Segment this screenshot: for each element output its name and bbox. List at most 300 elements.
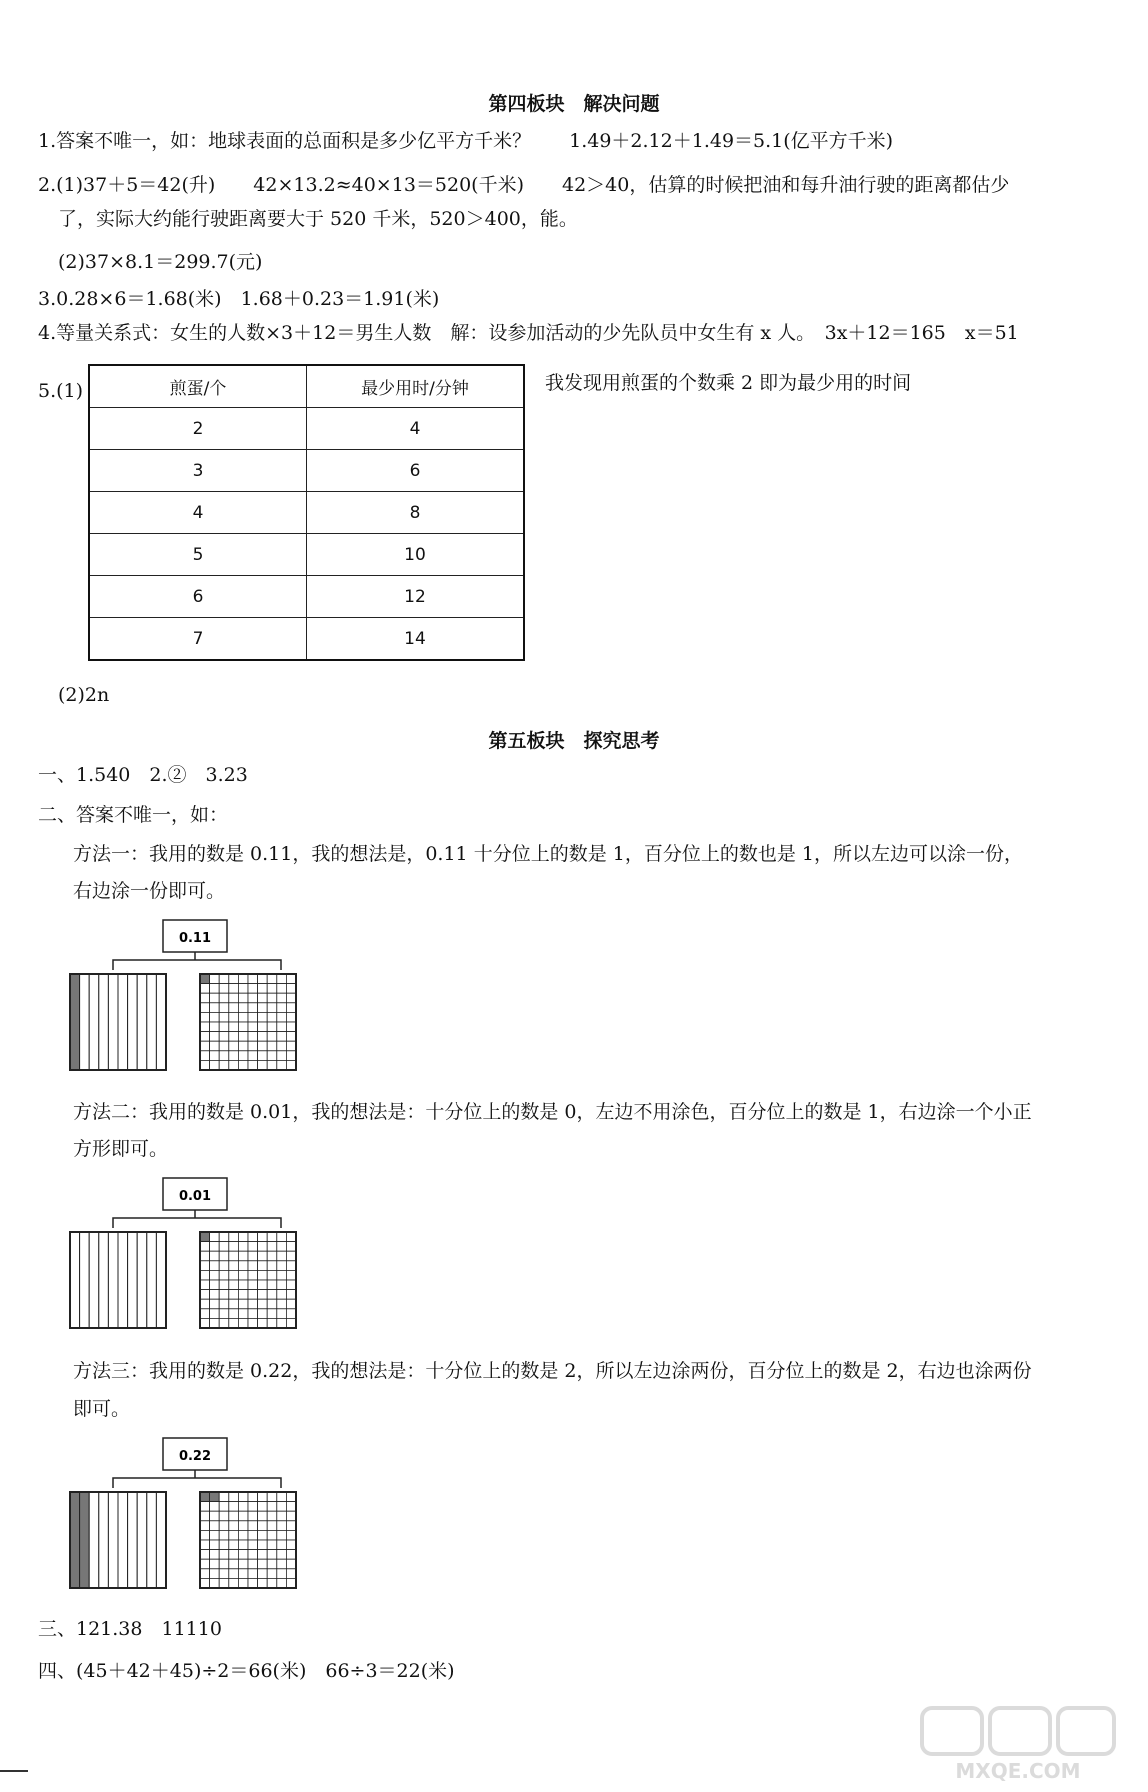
hundredth-square <box>200 1559 210 1569</box>
hundredth-square <box>277 1569 287 1579</box>
hundredth-square <box>229 1242 239 1252</box>
hundredth-square <box>267 1261 277 1271</box>
hundredth-square <box>200 1280 210 1290</box>
hundredth-square <box>258 1242 268 1252</box>
hundredth-square <box>229 1003 239 1013</box>
diagram-bracket <box>113 1210 281 1228</box>
hundredth-square <box>219 1060 229 1070</box>
hundredth-square <box>210 1051 220 1061</box>
hundredth-square <box>238 1511 248 1521</box>
tenth-strip <box>89 1232 99 1328</box>
hundredth-square <box>200 1032 210 1042</box>
hundredth-square <box>277 1309 287 1319</box>
hundredth-square <box>219 1290 229 1300</box>
hundredth-square <box>238 1530 248 1540</box>
hundredth-square <box>267 1492 277 1502</box>
hundredth-square <box>238 974 248 984</box>
hundredth-square <box>229 1492 239 1502</box>
hundredth-square <box>248 1003 258 1013</box>
hundredth-square <box>210 1559 220 1569</box>
hundredth-square <box>286 1041 296 1051</box>
hundredth-square <box>258 1060 268 1070</box>
hundredth-square <box>219 1511 229 1521</box>
hundredth-square <box>219 1550 229 1560</box>
hundredth-square <box>277 1511 287 1521</box>
tenth-strip <box>80 1492 90 1588</box>
table-cell: 7 <box>89 618 307 661</box>
hundredth-square <box>258 1051 268 1061</box>
hundredth-square <box>238 1051 248 1061</box>
hundredth-square <box>267 984 277 994</box>
hundredth-square <box>229 1032 239 1042</box>
hundredth-square <box>258 1578 268 1588</box>
hundredth-square <box>219 984 229 994</box>
hundredth-square <box>286 1261 296 1271</box>
hundredth-square <box>219 1280 229 1290</box>
hundredth-square <box>200 1290 210 1300</box>
hundredth-square <box>286 1051 296 1061</box>
diagram-label: 0.22 <box>178 1449 212 1464</box>
hundredth-square <box>210 1569 220 1579</box>
hundredth-square <box>277 1299 287 1309</box>
answer-q2-line2: 了，实际大约能行驶距离要大于 520 千米，520＞400，能。 <box>58 208 578 230</box>
hundredth-square <box>210 1032 220 1042</box>
method1-line2: 右边涂一份即可。 <box>73 880 226 902</box>
hundredth-square <box>238 1232 248 1242</box>
hundredth-square <box>238 1290 248 1300</box>
hundredth-square <box>229 1022 239 1032</box>
hundredth-square <box>277 1261 287 1271</box>
hundredth-square <box>238 1318 248 1328</box>
hundredth-square <box>277 1060 287 1070</box>
hundredth-square <box>229 1318 239 1328</box>
hundredth-square <box>277 1502 287 1512</box>
answer-q4: 4.等量关系式：女生的人数×3＋12＝男生人数 解：设参加活动的少先队员中女生有 x 人。 3x＋12＝165 x＝51 <box>38 322 1019 344</box>
diagram-label: 0.11 <box>178 931 212 946</box>
hundredth-square <box>229 1550 239 1560</box>
hundredth-square <box>200 1521 210 1531</box>
hundredth-square <box>258 1261 268 1271</box>
hundredth-square <box>200 1502 210 1512</box>
hundredth-square <box>238 1559 248 1569</box>
tenths-grid <box>70 974 166 1070</box>
tenth-strip <box>137 1232 147 1328</box>
answer-q5-label: 5.(1) <box>38 380 84 402</box>
tenth-strip <box>80 974 90 1070</box>
hundredth-square <box>210 1502 220 1512</box>
hundredth-square <box>210 1511 220 1521</box>
hundredth-square <box>238 993 248 1003</box>
hundredth-square <box>238 1540 248 1550</box>
hundredth-square <box>277 1032 287 1042</box>
hundredth-square <box>277 1251 287 1261</box>
hundredth-square <box>200 1261 210 1271</box>
hundredth-square <box>248 1270 258 1280</box>
hundredth-square <box>238 1261 248 1271</box>
hundredth-square <box>200 993 210 1003</box>
hundredth-square <box>229 1540 239 1550</box>
diagram-label: 0.01 <box>178 1189 212 1204</box>
hundredth-square <box>210 993 220 1003</box>
table-header-cell: 煎蛋/个 <box>89 365 307 408</box>
hundredth-square <box>229 974 239 984</box>
hundredth-square <box>286 1270 296 1280</box>
hundredth-square <box>248 1530 258 1540</box>
hundredth-square <box>238 984 248 994</box>
hundredth-square <box>248 1502 258 1512</box>
hundredth-square <box>229 1251 239 1261</box>
answer-q2-line1: 2.(1)37＋5＝42(升) 42×13.2≈40×13＝520(千米) 42＞40，估算的时候把油和每升油行驶的距离都估少 <box>38 174 1010 196</box>
hundredth-square <box>267 1022 277 1032</box>
hundredth-square <box>258 1559 268 1569</box>
hundredth-square <box>200 1550 210 1560</box>
hundredth-square <box>286 1251 296 1261</box>
table-cell: 6 <box>89 576 307 618</box>
hundredth-square <box>267 1041 277 1051</box>
eggs-table <box>88 364 525 661</box>
hundredth-square <box>277 984 287 994</box>
tenth-strip <box>128 1492 138 1588</box>
hundredth-square <box>200 1232 210 1242</box>
hundredth-square <box>277 1290 287 1300</box>
hundredth-square <box>219 1559 229 1569</box>
hundredth-square <box>286 1550 296 1560</box>
watermark-badge-icon <box>1058 1708 1114 1754</box>
hundredth-square <box>286 1012 296 1022</box>
hundredth-square <box>229 1060 239 1070</box>
footer-rule <box>0 1770 28 1772</box>
tenth-strip <box>128 974 138 1070</box>
hundredth-square <box>219 1261 229 1271</box>
hundredth-square <box>267 993 277 1003</box>
hundredth-square <box>277 1492 287 1502</box>
table-cell: 3 <box>89 450 307 492</box>
hundredth-square <box>200 1578 210 1588</box>
hundredth-square <box>219 1051 229 1061</box>
hundredth-square <box>286 1003 296 1013</box>
table-cell: 6 <box>307 450 525 492</box>
hundredth-square <box>229 1511 239 1521</box>
hundredth-square <box>210 984 220 994</box>
table-cell: 8 <box>307 492 525 534</box>
hundredth-square <box>267 1550 277 1560</box>
hundredth-square <box>219 1041 229 1051</box>
watermark-badge-icon <box>922 1708 982 1754</box>
tenths-grid <box>70 1232 166 1328</box>
hundredth-square <box>219 1502 229 1512</box>
hundredth-square <box>267 1578 277 1588</box>
hundredth-square <box>277 1012 287 1022</box>
hundredth-square <box>200 1251 210 1261</box>
hundredth-square <box>210 1318 220 1328</box>
hundredth-square <box>267 1309 277 1319</box>
hundredth-square <box>286 1521 296 1531</box>
table-row <box>89 492 524 534</box>
hundredth-square <box>258 1032 268 1042</box>
hundredth-square <box>258 1309 268 1319</box>
hundredth-square <box>248 1318 258 1328</box>
hundredth-square <box>286 1309 296 1319</box>
hundredth-square <box>210 1280 220 1290</box>
hundredth-square <box>277 1521 287 1531</box>
hundredth-square <box>277 1280 287 1290</box>
hundredth-square <box>200 1270 210 1280</box>
hundredth-square <box>238 1251 248 1261</box>
hundredth-square <box>210 1299 220 1309</box>
hundredth-square <box>286 1242 296 1252</box>
tenth-strip <box>108 1232 118 1328</box>
hundredth-square <box>286 993 296 1003</box>
hundredth-square <box>248 1492 258 1502</box>
hundredth-square <box>267 1530 277 1540</box>
table-cell: 4 <box>307 408 525 450</box>
hundredth-square <box>267 1012 277 1022</box>
method2-line1: 方法二：我用的数是 0.01，我的想法是：十分位上的数是 0，左边不用涂色，百分位上的数是 1，右边涂一个小正 <box>73 1101 1032 1123</box>
hundredth-square <box>238 1492 248 1502</box>
answer-part1: 一、1.540 2.② 3.23 <box>38 764 248 786</box>
hundredth-square <box>258 1041 268 1051</box>
hundredth-square <box>277 1242 287 1252</box>
hundredth-square <box>248 1051 258 1061</box>
hundredth-square <box>200 1022 210 1032</box>
table-row <box>89 618 524 661</box>
hundredth-square <box>267 1251 277 1261</box>
hundredth-square <box>238 1003 248 1013</box>
hundredth-square <box>219 1521 229 1531</box>
section-heading-5: 第五板块 探究思考 <box>488 730 660 752</box>
hundredth-square <box>200 1242 210 1252</box>
method1-line1: 方法一：我用的数是 0.11，我的想法是，0.11 十分位上的数是 1，百分位上的数也是 1，所以左边可以涂一份， <box>73 843 1023 865</box>
hundredth-square <box>258 1569 268 1579</box>
hundredth-square <box>258 1022 268 1032</box>
hundredth-square <box>210 1290 220 1300</box>
hundredth-square <box>277 1530 287 1540</box>
hundredth-square <box>200 1511 210 1521</box>
hundredth-square <box>200 1318 210 1328</box>
hundredth-square <box>200 1041 210 1051</box>
tenth-strip <box>99 1492 109 1588</box>
hundredth-square <box>248 1559 258 1569</box>
hundredth-square <box>267 1232 277 1242</box>
hundredth-square <box>219 1540 229 1550</box>
hundredth-square <box>267 1511 277 1521</box>
hundredth-square <box>267 1242 277 1252</box>
hundredth-square <box>267 1051 277 1061</box>
hundredth-square <box>238 1060 248 1070</box>
table-cell: 14 <box>307 618 525 661</box>
watermark-badge-icon <box>990 1708 1050 1754</box>
table-cell: 12 <box>307 576 525 618</box>
hundredth-square <box>238 1521 248 1531</box>
hundredth-square <box>248 1540 258 1550</box>
hundredth-square <box>248 1521 258 1531</box>
hundredth-square <box>286 974 296 984</box>
hundredth-square <box>277 1041 287 1051</box>
hundredth-square <box>229 1309 239 1319</box>
answer-part4: 四、(45＋42＋45)÷2＝66(米) 66÷3＝22(米) <box>38 1660 455 1682</box>
tenth-strip <box>70 1232 80 1328</box>
hundredth-square <box>210 1242 220 1252</box>
hundredth-square <box>210 1270 220 1280</box>
hundredth-square <box>248 1290 258 1300</box>
hundredth-square <box>210 1003 220 1013</box>
hundredth-square <box>286 1299 296 1309</box>
hundredth-square <box>248 1299 258 1309</box>
hundredth-square <box>238 1569 248 1579</box>
hundredth-square <box>238 1550 248 1560</box>
hundredth-square <box>248 1041 258 1051</box>
answer-part2-intro: 二、答案不唯一，如： <box>38 804 229 826</box>
hundredth-square <box>248 1569 258 1579</box>
tenth-strip <box>137 974 147 1070</box>
hundredth-square <box>219 1251 229 1261</box>
hundredth-square <box>277 1003 287 1013</box>
hundredth-square <box>277 1578 287 1588</box>
hundredth-square <box>200 1060 210 1070</box>
hundredth-square <box>219 1309 229 1319</box>
hundredth-square <box>248 1309 258 1319</box>
hundredth-square <box>229 1559 239 1569</box>
hundredth-square <box>219 1492 229 1502</box>
tenth-strip <box>108 1492 118 1588</box>
table-row <box>89 450 524 492</box>
diagram-bracket <box>113 1470 281 1488</box>
tenth-strip <box>80 1232 90 1328</box>
table-row <box>89 534 524 576</box>
hundredth-square <box>286 1492 296 1502</box>
hundredth-square <box>277 993 287 1003</box>
tenth-strip <box>118 974 128 1070</box>
answer-q5-note: 我发现用煎蛋的个数乘 2 即为最少用的时间 <box>545 372 912 394</box>
table-cell: 5 <box>89 534 307 576</box>
hundredth-square <box>286 1530 296 1540</box>
hundredth-square <box>258 1521 268 1531</box>
hundredth-square <box>210 1309 220 1319</box>
hundredth-square <box>258 1550 268 1560</box>
hundredth-square <box>267 1569 277 1579</box>
tenth-strip <box>156 1232 166 1328</box>
hundredth-square <box>229 1569 239 1579</box>
hundredth-square <box>229 1530 239 1540</box>
answer-q5-part2: (2)2n <box>58 684 110 706</box>
hundredth-square <box>277 1550 287 1560</box>
hundredth-square <box>248 1022 258 1032</box>
table-cell: 10 <box>307 534 525 576</box>
hundredth-square <box>277 1022 287 1032</box>
tenth-strip <box>99 974 109 1070</box>
hundredth-square <box>258 1003 268 1013</box>
hundredth-square <box>286 1318 296 1328</box>
hundredth-square <box>258 1540 268 1550</box>
tenth-strip <box>70 974 80 1070</box>
hundredth-square <box>258 974 268 984</box>
hundredth-square <box>229 1232 239 1242</box>
hundredth-square <box>248 1032 258 1042</box>
hundredth-square <box>286 1290 296 1300</box>
hundredth-square <box>267 1540 277 1550</box>
hundredth-square <box>219 1270 229 1280</box>
method3-line1: 方法三：我用的数是 0.22，我的想法是：十分位上的数是 2，所以左边涂两份，百分位上的数是 2，右边也涂两份 <box>73 1360 1032 1382</box>
watermark-text: MXQE.COM <box>955 1759 1081 1783</box>
hundredth-square <box>219 1299 229 1309</box>
tenth-strip <box>108 974 118 1070</box>
hundredth-square <box>210 1530 220 1540</box>
hundredth-square <box>248 993 258 1003</box>
hundredth-square <box>248 1261 258 1271</box>
hundredth-square <box>248 1060 258 1070</box>
hundredth-square <box>258 1492 268 1502</box>
hundredth-square <box>248 984 258 994</box>
tenths-grid <box>70 1492 166 1588</box>
hundredth-square <box>286 1060 296 1070</box>
hundredth-square <box>219 1003 229 1013</box>
table-row <box>89 408 524 450</box>
hundredth-square <box>229 993 239 1003</box>
hundredth-square <box>219 993 229 1003</box>
hundredth-square <box>277 1232 287 1242</box>
hundredth-square <box>286 1540 296 1550</box>
hundredth-square <box>229 1502 239 1512</box>
hundredth-square <box>238 1012 248 1022</box>
hundredth-square <box>219 1242 229 1252</box>
table-header-cell: 最少用时/分钟 <box>307 365 525 408</box>
hundredth-square <box>267 1270 277 1280</box>
hundredth-square <box>258 993 268 1003</box>
hundredth-square <box>277 1051 287 1061</box>
method2-line2: 方形即可。 <box>73 1138 169 1160</box>
tenth-strip <box>147 1492 157 1588</box>
hundredth-square <box>238 1280 248 1290</box>
section-heading-4: 第四板块 解决问题 <box>488 93 660 115</box>
hundredth-square <box>248 1280 258 1290</box>
answer-q3: 3.0.28×6＝1.68(米) 1.68＋0.23＝1.91(米) <box>38 288 440 310</box>
tenth-strip <box>89 974 99 1070</box>
hundredth-square <box>267 1502 277 1512</box>
tenth-strip <box>89 1492 99 1588</box>
hundredth-square <box>200 1309 210 1319</box>
hundredth-square <box>248 1578 258 1588</box>
hundredth-square <box>229 1261 239 1271</box>
hundredth-square <box>248 1012 258 1022</box>
hundredth-square <box>210 1578 220 1588</box>
hundredth-square <box>219 1032 229 1042</box>
hundredth-square <box>200 1003 210 1013</box>
diagram-bracket <box>113 952 281 970</box>
hundredth-square <box>210 1261 220 1271</box>
answer-q2-part2: (2)37×8.1＝299.7(元) <box>58 251 263 273</box>
hundredth-square <box>229 1521 239 1531</box>
hundredth-square <box>286 1232 296 1242</box>
method3-line2: 即可。 <box>73 1398 131 1420</box>
table-header-row <box>89 365 524 408</box>
hundredth-square <box>286 1511 296 1521</box>
hundredth-square <box>229 1051 239 1061</box>
tenth-strip <box>137 1492 147 1588</box>
hundredth-square <box>200 1012 210 1022</box>
hundredth-square <box>210 1232 220 1242</box>
hundredth-square <box>258 1251 268 1261</box>
hundredth-square <box>267 1559 277 1569</box>
hundredth-square <box>286 984 296 994</box>
hundredth-square <box>210 1521 220 1531</box>
answer-q1: 1.答案不唯一，如：地球表面的总面积是多少亿平方千米？ 1.49＋2.12＋1.49＝5.1(亿平方千米) <box>38 130 894 152</box>
hundredth-square <box>267 1318 277 1328</box>
hundredth-square <box>267 1521 277 1531</box>
hundredth-square <box>248 974 258 984</box>
hundredth-square <box>229 1041 239 1051</box>
answer-part3: 三、121.38 11110 <box>38 1618 222 1640</box>
hundredth-square <box>258 1290 268 1300</box>
